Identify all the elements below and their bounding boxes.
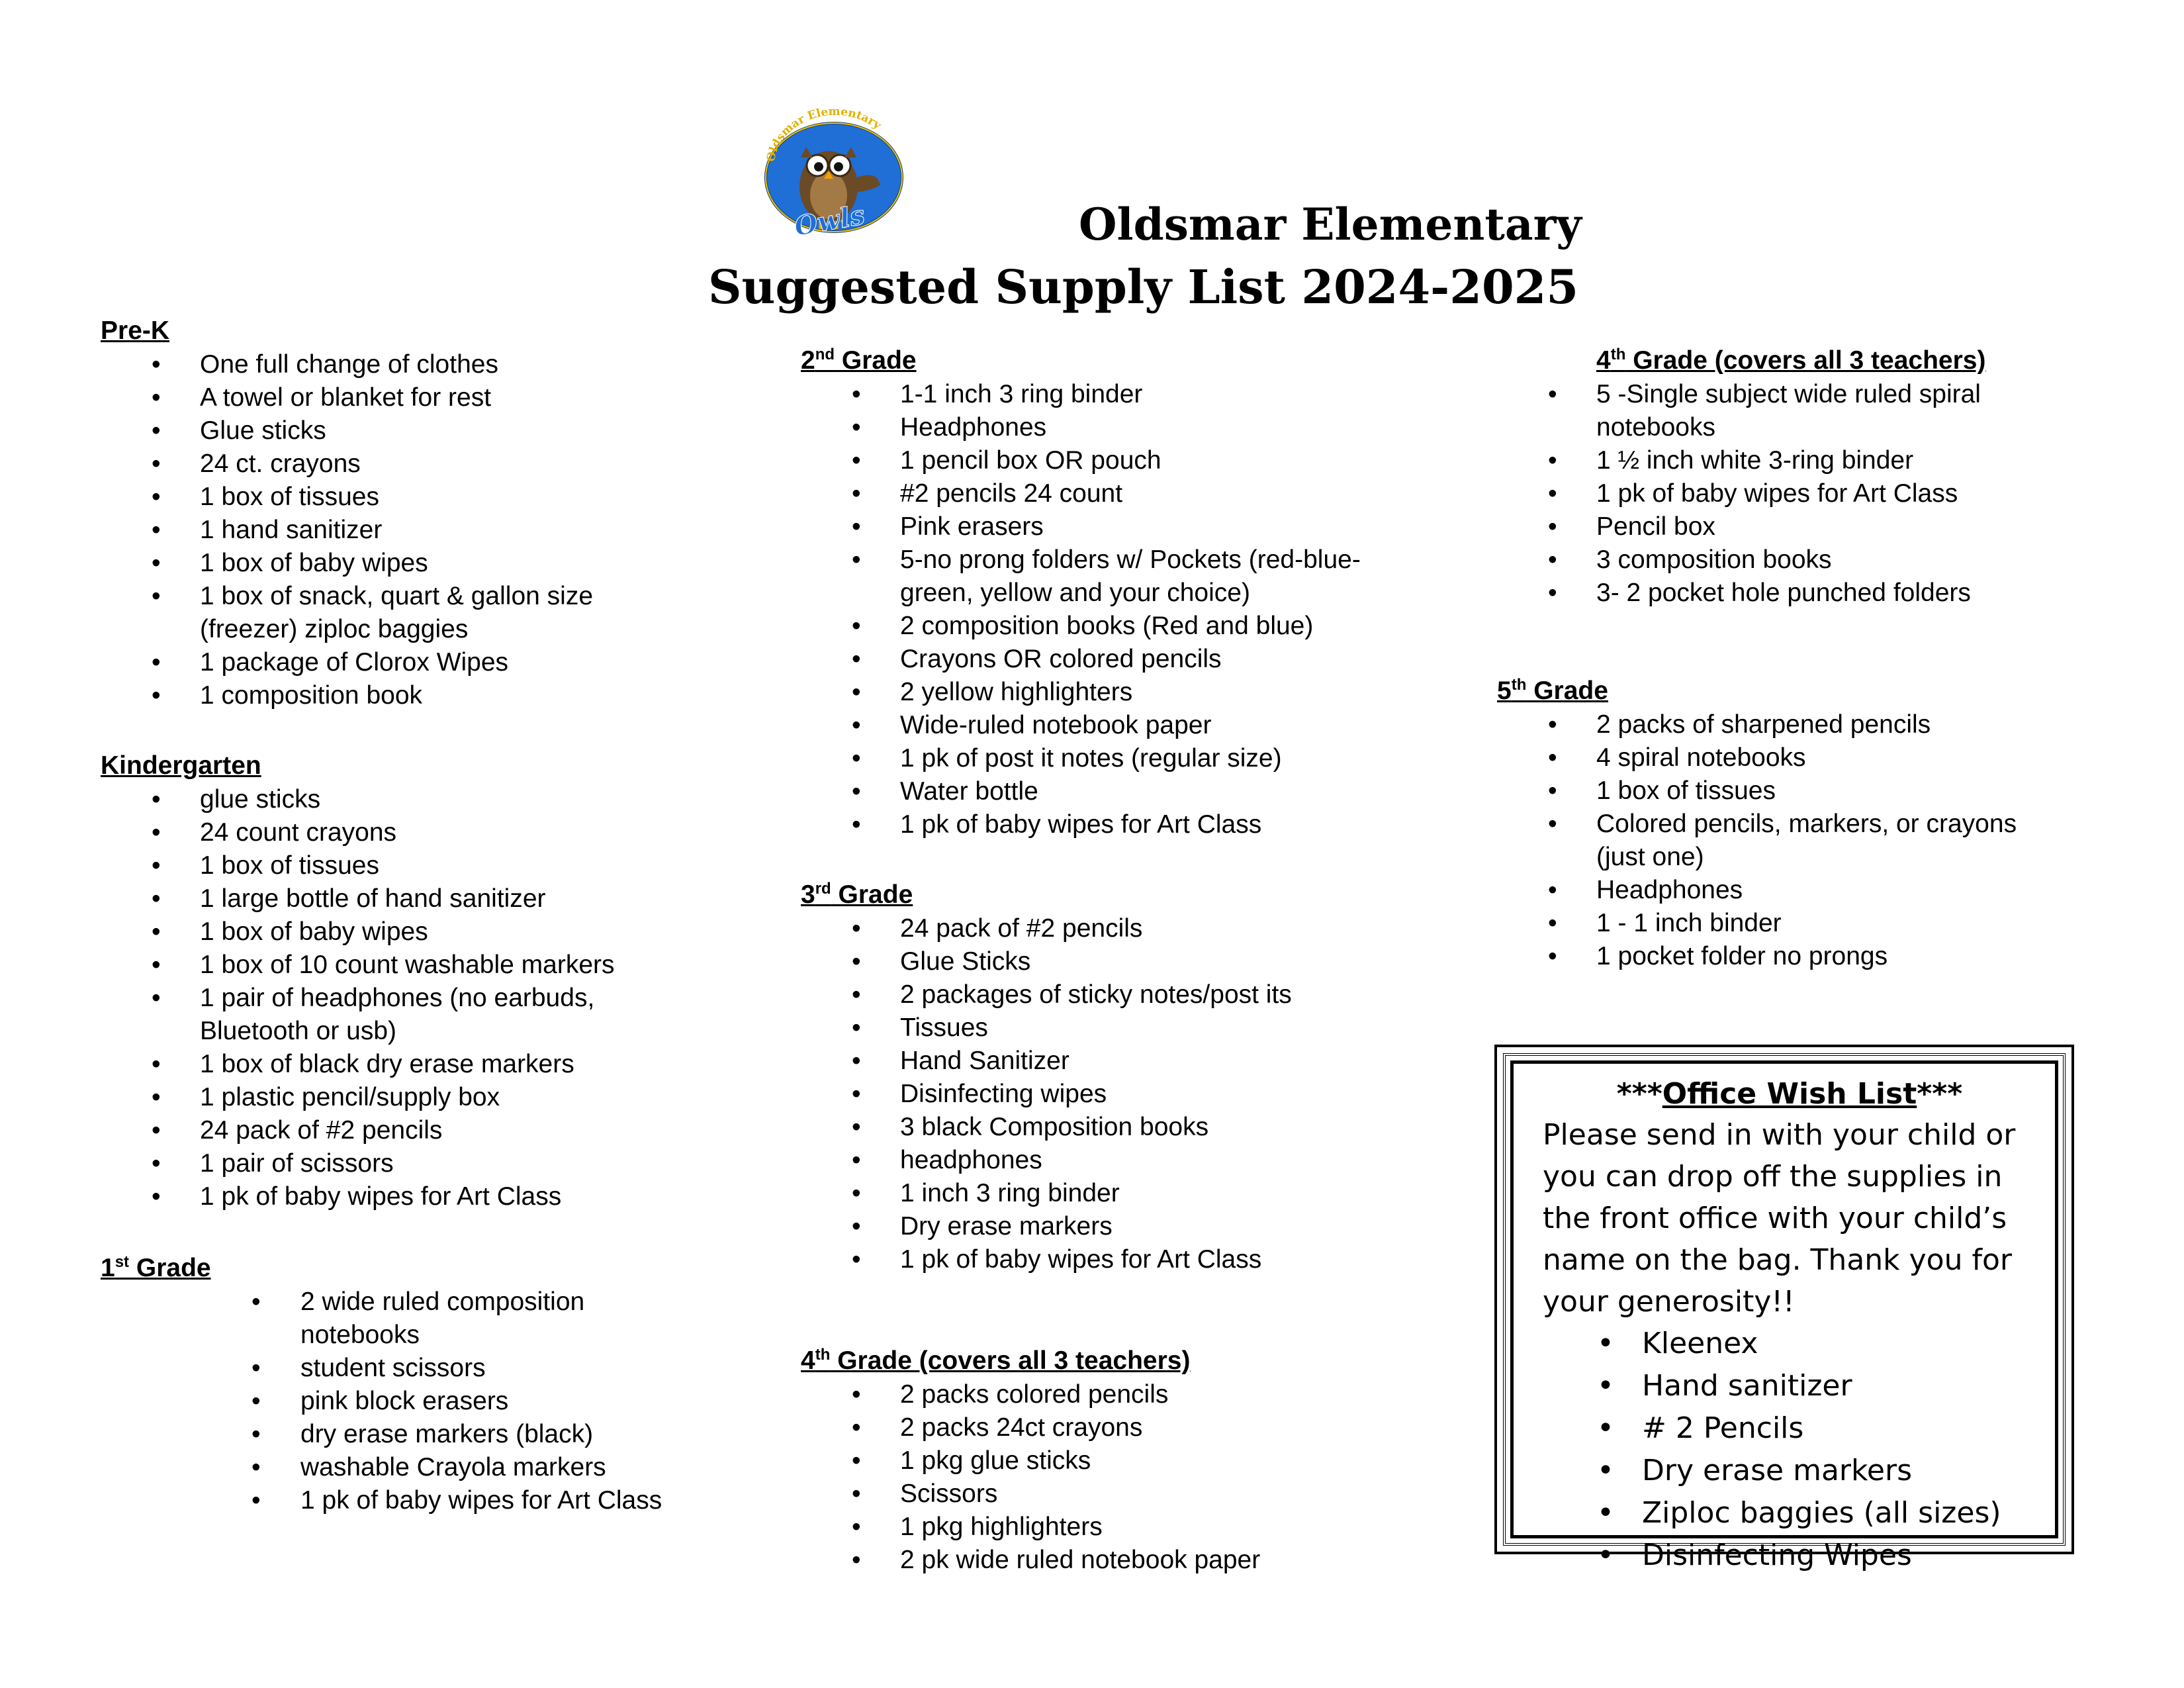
list-item: • Glue Sticks — [801, 945, 1292, 978]
section-grade-5 — [1497, 674, 2017, 973]
list-item: • 2 packs 24ct crayons — [801, 1411, 1260, 1444]
list-item: • Wide-ruled notebook paper — [801, 709, 1361, 742]
supply-list — [101, 1286, 662, 1517]
supply-list — [101, 783, 615, 1213]
list-item: • Disinfecting wipes — [801, 1078, 1292, 1111]
list-item: • 24 pack of #2 pencils — [801, 912, 1292, 945]
list-item: • 24 count crayons — [101, 816, 615, 849]
list-item: • 2 yellow highlighters — [801, 676, 1361, 709]
list-item: • 24 ct. crayons — [101, 447, 593, 481]
supply-list — [801, 912, 1292, 1276]
list-item: • Pink erasers — [801, 510, 1361, 543]
list-item: • 1 pk of post it notes (regular size) — [801, 742, 1361, 775]
section-grade-4-middle — [801, 1344, 1260, 1577]
list-item: • 1 - 1 inch binder — [1497, 907, 2017, 940]
list-item: • Water bottle — [801, 775, 1361, 808]
office-wish-list-box — [1494, 1045, 2074, 1572]
supply-list — [801, 378, 1361, 841]
list-item: • 1 box of tissues — [1497, 774, 2017, 808]
list-item: • 1 box of 10 count washable markers — [101, 949, 615, 982]
list-item: • 1 composition book — [101, 679, 593, 712]
list-item: • Glue sticks — [101, 414, 593, 447]
list-item: • 1 pair of headphones (no earbuds, Bluetooth or usb) — [101, 982, 615, 1048]
list-item: • 1 pk of baby wipes for Art Class — [1497, 477, 1985, 510]
list-item: • Headphones — [1497, 874, 2017, 907]
list-item: • 2 packages of sticky notes/post its — [801, 978, 1292, 1011]
list-item: • 3 composition books — [1497, 543, 1985, 577]
list-item: • Kleenex — [1543, 1323, 2036, 1365]
supply-list — [1497, 708, 2017, 973]
list-item: • glue sticks — [101, 783, 615, 816]
list-item: • student scissors — [101, 1352, 662, 1385]
list-item: • 1 box of black dry erase markers — [101, 1048, 615, 1081]
list-item: • washable Crayola markers — [101, 1451, 662, 1484]
list-item: • #2 pencils 24 count — [801, 477, 1361, 510]
section-grade-3 — [801, 878, 1292, 1276]
supply-list — [1497, 378, 1985, 610]
list-item: • Disinfecting Wipes — [1543, 1534, 2036, 1577]
list-item: • 4 spiral notebooks — [1497, 741, 2017, 774]
list-item: • Hand sanitizer — [1543, 1365, 2036, 1407]
list-item: • 3 black Composition books — [801, 1111, 1292, 1144]
section-prek — [101, 314, 593, 712]
list-item: • 1 pk of baby wipes for Art Class — [101, 1180, 615, 1213]
list-item: • 1 large bottle of hand sanitizer — [101, 882, 615, 915]
list-item: • Headphones — [801, 411, 1361, 444]
section-grade-1 — [101, 1251, 662, 1517]
list-item: • Tissues — [801, 1011, 1292, 1045]
logo-script-text: Owls — [792, 199, 868, 242]
list-item: • 1 hand sanitizer — [101, 514, 593, 547]
list-item: • 1 pkg glue sticks — [801, 1444, 1260, 1477]
list-item: • 2 composition books (Red and blue) — [801, 610, 1361, 643]
office-wish-list-text: Please send in with your child or you can drop off the supplies in the front office with your child’s name on the bag. Thank you for your generosity!! — [1543, 1118, 2016, 1319]
office-wish-list-title: ***Office Wish List*** — [1616, 1077, 1963, 1111]
list-item: • 1 inch 3 ring binder — [801, 1177, 1292, 1210]
list-item: • 1 pair of scissors — [101, 1147, 615, 1180]
list-item: • Dry erase markers — [1543, 1450, 2036, 1492]
list-item: • A towel or blanket for rest — [101, 381, 593, 414]
list-item: • 2 pk wide ruled notebook paper — [801, 1544, 1260, 1577]
list-item: • 1 pocket folder no prongs — [1497, 940, 2017, 973]
section-kindergarten — [101, 749, 615, 1213]
section-heading: 2nd Grade — [801, 346, 917, 375]
list-item: • 3- 2 pocket hole punched folders — [1497, 577, 1985, 610]
list-item: • 1 box of tissues — [101, 481, 593, 514]
list-item: • Crayons OR colored pencils — [801, 643, 1361, 676]
list-item: • Scissors — [801, 1477, 1260, 1511]
supply-list — [101, 348, 593, 712]
list-item: • Hand Sanitizer — [801, 1045, 1292, 1078]
section-grade-4-right — [1497, 344, 1985, 610]
list-item: • 1-1 inch 3 ring binder — [801, 378, 1361, 411]
list-item: • 1 pk of baby wipes for Art Class — [801, 808, 1361, 841]
list-item: • 1 box of baby wipes — [101, 547, 593, 580]
list-item: • 1 pk of baby wipes for Art Class — [801, 1243, 1292, 1276]
list-item: • 1 box of snack, quart & gallon size (freezer) ziploc baggies — [101, 580, 593, 646]
office-wish-list-items — [1543, 1323, 2036, 1577]
section-heading: Kindergarten — [101, 751, 261, 780]
list-item: • Pencil box — [1497, 510, 1985, 543]
section-heading: 1st Grade — [101, 1253, 211, 1282]
list-item: • 24 pack of #2 pencils — [101, 1114, 615, 1147]
list-item: • Dry erase markers — [801, 1210, 1292, 1243]
list-item: • dry erase markers (black) — [101, 1418, 662, 1451]
list-item: • 2 packs colored pencils — [801, 1378, 1260, 1411]
list-item: • 2 packs of sharpened pencils — [1497, 708, 2017, 741]
list-item: • 5-no prong folders w/ Pockets (red-blue- green, yellow and your choice) — [801, 543, 1361, 610]
list-item: • headphones — [801, 1144, 1292, 1177]
list-item: • 1 pencil box OR pouch — [801, 444, 1361, 477]
section-heading: 4th Grade (covers all 3 teachers) — [801, 1346, 1191, 1375]
list-item: • 5 -Single subject wide ruled spiral notebooks — [1497, 378, 1985, 444]
school-name-title: Oldsmar Elementary — [1079, 199, 1582, 250]
list-item: • 1 pk of baby wipes for Art Class — [101, 1484, 662, 1517]
list-item: • 1 plastic pencil/supply box — [101, 1081, 615, 1114]
list-item: • 1 box of tissues — [101, 849, 615, 882]
section-heading: 3rd Grade — [801, 880, 913, 909]
list-item: • 1 ½ inch white 3-ring binder — [1497, 444, 1985, 477]
section-grade-2 — [801, 344, 1361, 841]
section-heading: Pre-K — [101, 316, 170, 345]
list-item: • 1 box of baby wipes — [101, 915, 615, 949]
logo-arc-text: Oldsmar Elementary — [764, 105, 884, 164]
list-item: • 1 pkg highlighters — [801, 1511, 1260, 1544]
supply-list — [801, 1378, 1260, 1577]
list-item: • Colored pencils, markers, or crayons (just one) — [1497, 808, 2017, 874]
list-item: • 2 wide ruled composition notebooks — [101, 1286, 662, 1352]
section-heading: 4th Grade (covers all 3 teachers) — [1596, 346, 1986, 375]
school-owl-logo — [754, 99, 913, 252]
list-item: • pink block erasers — [101, 1385, 662, 1418]
list-item: • One full change of clothes — [101, 348, 593, 381]
list-item: • Ziploc baggies (all sizes) — [1543, 1492, 2036, 1534]
list-item: • 1 package of Clorox Wipes — [101, 646, 593, 679]
list-item: • # 2 Pencils — [1543, 1407, 2036, 1450]
section-heading: 5th Grade — [1497, 676, 1608, 705]
supply-list-title: Suggested Supply List 2024-2025 — [708, 259, 1579, 314]
